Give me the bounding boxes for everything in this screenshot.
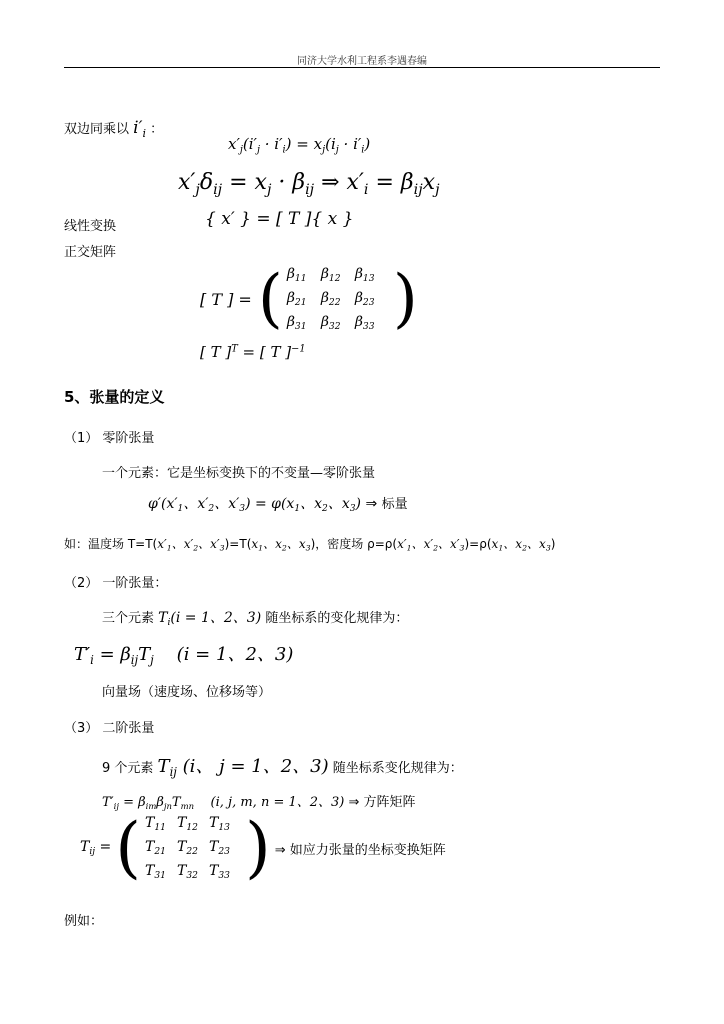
- cell-t32: $T_{32}$: [177, 863, 198, 882]
- beta-matrix-lhs: [ T ] =: [200, 289, 252, 309]
- sub-3-suffix: 随坐标系变化规律为：: [332, 761, 463, 776]
- header-rule: [64, 67, 660, 68]
- cell-b23: $\beta_{23}$: [354, 290, 375, 309]
- sub-3-prefix: 9 个元素: [102, 761, 154, 776]
- example-mid2: )，密度场 ρ=ρ(: [310, 537, 398, 551]
- transpose-inverse-equation: [ T ]$^T$ = [ T ]$^{-1}$: [200, 343, 306, 361]
- sub-3-equation: $T'_{ij} = \beta_{im}\beta_{jn}T_{mn}$ (i, j, m, n = 1、2、3) ⇒ 方阵矩阵: [102, 795, 416, 811]
- example-mid: )=T(: [224, 537, 252, 551]
- sub-3-heading: （3） 二阶张量: [64, 721, 155, 736]
- example-line: 如：温度场 $T=T(x'_1$、$x'_2$、$x'_3)=T(x_1$、$x_2$、$x_3$)，密度场 $\rho=\rho(x'_1$、$x'_2$、$x'_3)=\rho(x_1$、$x_2$、$x_3$): [64, 537, 556, 553]
- sub-2-note: 向量场（速度场、位移场等）: [102, 685, 272, 700]
- sub-1-equation: $\varphi'(x'_1$、$x'_2$、$x'_3) = \varphi(x_1$、$x_2$、$x_3$) ⇒ 标量: [148, 496, 408, 515]
- sub-2-equation: $T'_i = \beta_{ij}T_j$ (i = 1、2、3): [74, 644, 294, 668]
- cell-b13: $\beta_{13}$: [354, 266, 375, 285]
- linear-transform-equation: { x′ } = [ T ]{ x }: [205, 209, 354, 229]
- sub-1-description: 一个元素：它是坐标变换下的不变量—零阶张量: [102, 466, 376, 481]
- tensor-matrix-cells: [141, 815, 245, 882]
- sub-1-heading: （1） 零阶张量: [64, 431, 155, 446]
- sub-2-prefix: 三个元素: [102, 611, 155, 626]
- beta-matrix: [200, 262, 418, 337]
- cell-b12: $\beta_{12}$: [320, 266, 341, 285]
- orthogonal-matrix-label: 正交矩阵: [64, 245, 117, 260]
- right-paren: ): [245, 809, 271, 887]
- cell-b22: $\beta_{22}$: [320, 290, 341, 309]
- example-end: ): [550, 537, 556, 551]
- tensor-matrix: [80, 809, 446, 887]
- cell-t13: $T_{13}$: [209, 815, 230, 834]
- cell-t22: $T_{22}$: [177, 839, 198, 858]
- cell-b11: $\beta_{11}$: [286, 266, 307, 285]
- equation-1: $x'_j(i'_j \cdot i'_i) = x_j(i_j \cdot i'_i)$: [228, 135, 371, 156]
- cell-t23: $T_{23}$: [209, 839, 230, 858]
- equation-2: $x'_j\delta_{ij} = x_j \cdot \beta_{ij}$ ⇒ $x'_i = \beta_{ij}x_j$: [178, 170, 440, 198]
- tensor-matrix-lhs: $T_{ij}$ =: [80, 839, 112, 858]
- example-prefix: 如：温度场 T=T(: [64, 537, 158, 551]
- cell-b32: $\beta_{32}$: [320, 314, 341, 333]
- sub-2-suffix: 随坐标系的变化规律为：: [265, 611, 409, 626]
- cell-t12: $T_{12}$: [177, 815, 198, 834]
- cell-t11: $T_{11}$: [145, 815, 166, 834]
- left-paren: (: [115, 809, 142, 887]
- page-header: 同济大学水利工程系李遇春编: [297, 56, 427, 67]
- beta-matrix-cells: [283, 266, 393, 333]
- sub-2-heading: （2） 一阶张量：: [64, 576, 168, 591]
- multiply-text: 双边同乘以: [64, 122, 130, 137]
- section-5-heading: 5、张量的定义: [64, 388, 165, 406]
- tensor-matrix-note: ⇒ 如应力张量的坐标变换矩阵: [274, 842, 446, 858]
- multiply-both-sides-line: [64, 118, 163, 140]
- cell-t21: $T_{21}$: [145, 839, 166, 858]
- cell-b21: $\beta_{21}$: [286, 290, 307, 309]
- square-matrix-label: 方阵矩阵: [363, 795, 416, 810]
- cell-t33: $T_{33}$: [209, 863, 230, 882]
- right-paren: ): [392, 262, 418, 337]
- example-footer: 例如：: [64, 914, 104, 929]
- cell-b33: $\beta_{33}$: [354, 314, 375, 333]
- cell-t31: $T_{31}$: [145, 863, 166, 882]
- example-mid3: )=ρ(: [464, 537, 492, 551]
- scalar-label: 标量: [381, 497, 408, 512]
- sub-2-description: 三个元素 $T_i(i = 1$、2、3) 随坐标系的变化规律为：: [102, 610, 409, 629]
- sub-3-description: 9 个元素 $T_{ij}$ (i、 j = 1、2、3) 随坐标系变化规律为：: [102, 756, 463, 780]
- unit-vector-i-prime: $i'_i$: [133, 118, 146, 140]
- linear-transform-label: 线性变换: [64, 219, 117, 234]
- cell-b31: $\beta_{31}$: [286, 314, 307, 333]
- colon: ：: [150, 122, 164, 137]
- left-paren: (: [257, 262, 283, 337]
